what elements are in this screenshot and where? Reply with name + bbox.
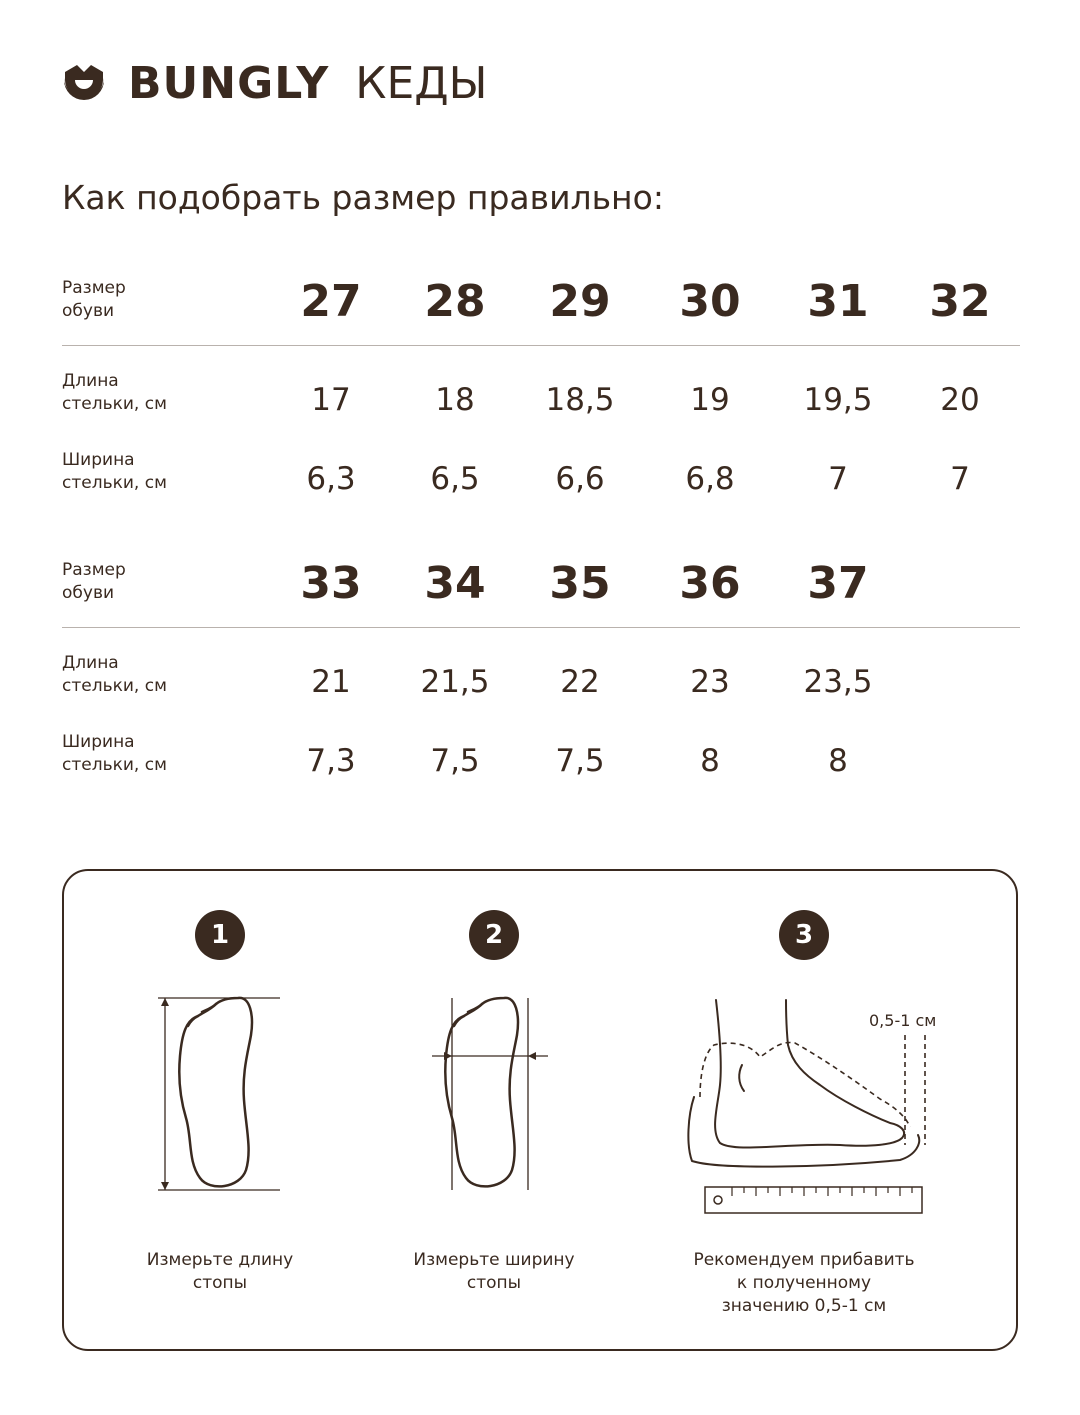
step-2-caption-line: стопы xyxy=(466,1273,522,1293)
width-cell: 8 xyxy=(700,743,720,779)
step-3-caption-line: значению 0,5-1 см xyxy=(721,1296,887,1316)
step-3-badge: 3 xyxy=(779,910,829,960)
product-category: КЕДЫ xyxy=(355,57,488,109)
length-cell: 20 xyxy=(940,382,980,418)
step-2-badge: 2 xyxy=(469,910,519,960)
length-cell: 21,5 xyxy=(420,664,490,700)
step-1-badge: 1 xyxy=(195,910,245,960)
width-cell: 6,3 xyxy=(306,461,356,497)
row-label-width: Ширина стельки, см xyxy=(62,450,167,493)
bungly-logo-icon xyxy=(62,60,106,106)
foot-length-icon xyxy=(150,990,290,1200)
size-cell: 36 xyxy=(679,558,741,609)
table-divider xyxy=(62,345,1020,346)
size-cell: 35 xyxy=(549,558,611,609)
brand-name: BUNGLY xyxy=(128,57,330,109)
length-cell: 21 xyxy=(311,664,351,700)
row-label-length: Длина стельки, см xyxy=(62,653,167,696)
length-cell: 18,5 xyxy=(545,382,615,418)
row-label-size: Размер обуви xyxy=(62,278,126,321)
row-label-width: Ширина стельки, см xyxy=(62,732,167,775)
width-cell: 8 xyxy=(828,743,848,779)
width-cell: 6,6 xyxy=(555,461,605,497)
size-cell: 31 xyxy=(807,276,869,327)
foot-width-icon xyxy=(428,990,558,1200)
step-2-caption xyxy=(394,1249,594,1295)
size-cell: 34 xyxy=(424,558,486,609)
length-cell: 18 xyxy=(435,382,475,418)
row-label-size: Размер обуви xyxy=(62,560,126,603)
size-cell: 30 xyxy=(679,276,741,327)
length-cell: 19,5 xyxy=(803,382,873,418)
width-cell: 7 xyxy=(950,461,970,497)
width-cell: 7,5 xyxy=(555,743,605,779)
margin-note: 0,5-1 см xyxy=(869,1011,937,1030)
width-cell: 6,5 xyxy=(430,461,480,497)
length-cell: 23,5 xyxy=(803,664,873,700)
step-1-caption xyxy=(120,1249,320,1295)
row-label-length: Длина стельки, см xyxy=(62,371,167,414)
page-title: Как подобрать размер правильно: xyxy=(62,178,664,217)
step-3-caption-line: к полученному xyxy=(736,1273,872,1293)
size-cell: 29 xyxy=(549,276,611,327)
size-cell: 27 xyxy=(300,276,362,327)
width-cell: 7,3 xyxy=(306,743,356,779)
width-cell: 6,8 xyxy=(685,461,735,497)
width-cell: 7,5 xyxy=(430,743,480,779)
size-cell: 33 xyxy=(300,558,362,609)
brand-logo xyxy=(62,58,488,108)
size-cell: 28 xyxy=(424,276,486,327)
length-cell: 23 xyxy=(690,664,730,700)
length-cell: 17 xyxy=(311,382,351,418)
step-1-caption-line: Измерьте длину xyxy=(146,1250,294,1270)
length-cell: 22 xyxy=(560,664,600,700)
width-cell: 7 xyxy=(828,461,848,497)
step-1-caption-line: стопы xyxy=(192,1273,248,1293)
step-2-caption-line: Измерьте ширину xyxy=(413,1250,575,1270)
size-cell: 37 xyxy=(807,558,869,609)
table-divider xyxy=(62,627,1020,628)
size-cell: 32 xyxy=(929,276,991,327)
length-cell: 19 xyxy=(690,382,730,418)
step-3-caption xyxy=(674,1249,934,1318)
step-3-caption-line: Рекомендуем прибавить xyxy=(693,1250,915,1270)
